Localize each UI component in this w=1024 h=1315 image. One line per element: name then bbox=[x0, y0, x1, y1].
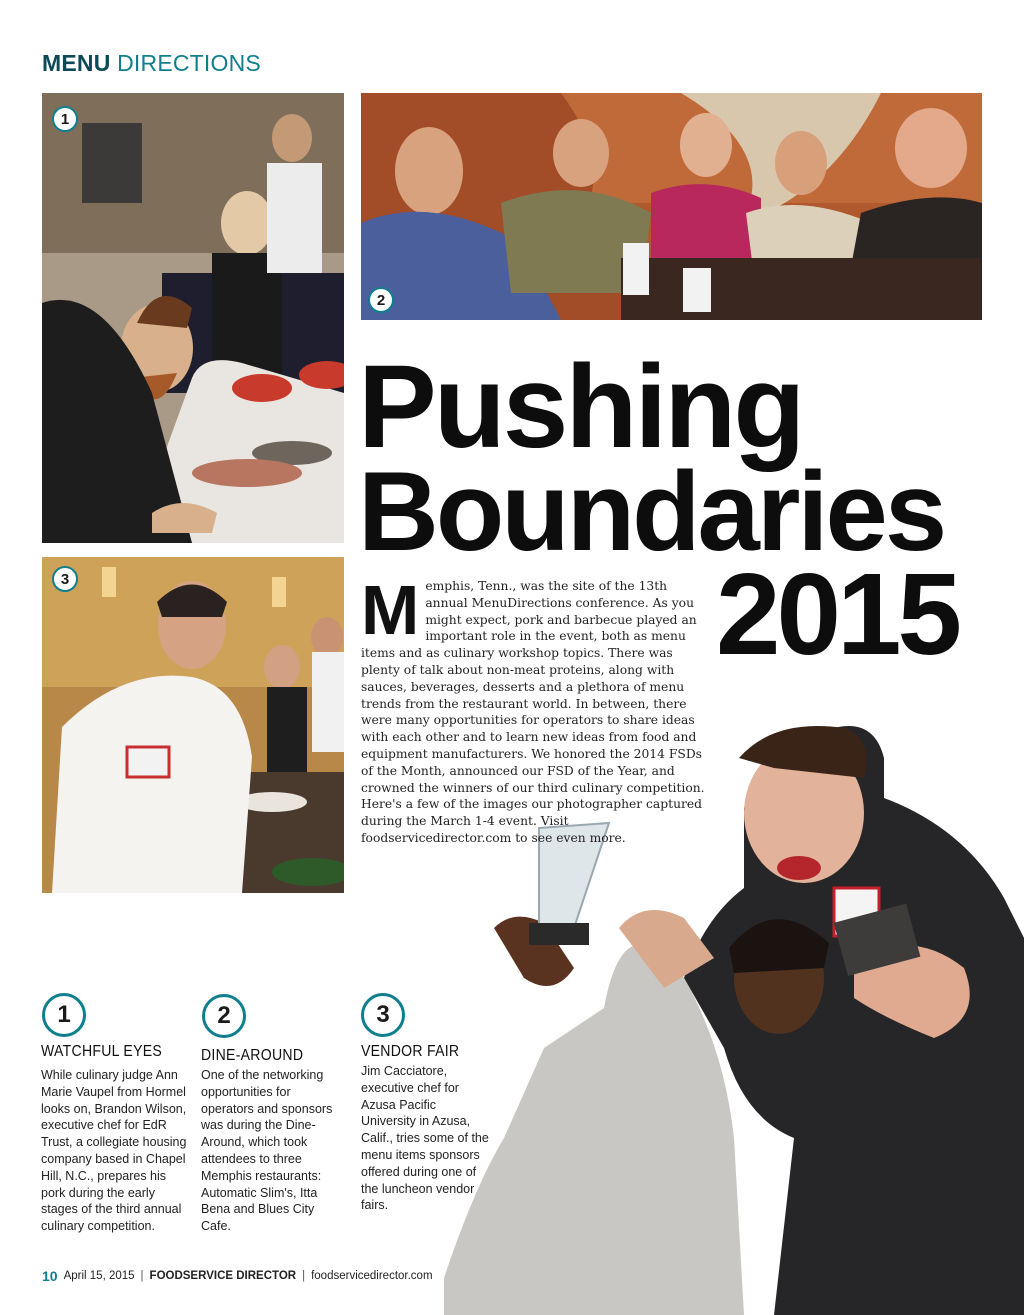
photo-chef-preparing-pork bbox=[42, 93, 344, 543]
caption-body: One of the networking opportunities for operators and sponsors was during the Dine-Around, which took attendees to three Memphis restaurants: Automatic Slim's, Itta Bena and Blues City Cafe. bbox=[201, 1068, 333, 1234]
headline-line-2: Boundaries bbox=[358, 449, 945, 574]
photo-number-badge: 2 bbox=[368, 287, 394, 313]
caption-title: VENDOR FAIR bbox=[361, 1043, 460, 1060]
website-link[interactable]: foodservicedirector.com bbox=[311, 1270, 433, 1282]
magazine-name: FOODSERVICE DIRECTOR bbox=[149, 1270, 297, 1282]
photo-number-badge: 1 bbox=[52, 106, 78, 132]
page-footer bbox=[42, 1268, 433, 1284]
caption-number-badge: 1 bbox=[42, 993, 86, 1037]
caption-number-badge: 2 bbox=[202, 994, 246, 1038]
page-number: 10 bbox=[42, 1268, 58, 1284]
photo-number-badge: 3 bbox=[52, 566, 78, 592]
caption-title: WATCHFUL EYES bbox=[41, 1043, 163, 1060]
caption-body: Jim Cacciatore, executive chef for Azusa Pacific University in Azusa, Calif., tries some of the menu items sponsors offered during one of the luncheon vendor fairs. bbox=[361, 1064, 489, 1213]
intro-text: emphis, Tenn., was the site of the 13th annual MenuDirections conference. As you might expect, pork and barbecue played an important role in the event, both as menu items and as culinary workshop topics. There was plenty of talk about non-meat proteins, along with sauces, beverages, desserts and a plethora of menu trends from the restaurant world. In between, there were many opportunities for operators to share ideas with each other and to learn new ideas from food and equipment manufacturers. We honored the 2014 FSDs of the Month, announced our FSD of the Year, and crowned the winners of our third culinary competition. Here's a few of the images our photographer captured during the March 1-4 event. Visit foodservicedirector.com to see even more. bbox=[361, 579, 705, 845]
headline-year: 2015 bbox=[716, 549, 959, 679]
footer-separator: | bbox=[140, 1270, 144, 1282]
drop-cap: M bbox=[361, 571, 420, 649]
footer-separator: | bbox=[302, 1270, 306, 1282]
issue-date: April 15, 2015 bbox=[63, 1270, 135, 1282]
photo-vendor-fair-chef bbox=[42, 557, 344, 893]
caption-body: While culinary judge Ann Marie Vaupel from Hormel looks on, Brandon Wilson, executive chef for EdR Trust, a collegiate housing company based in Chapel Hill, N.C., prepares his pork during the early stages of the third annual culinary competition. bbox=[41, 1068, 187, 1234]
caption-number-badge: 3 bbox=[361, 993, 405, 1037]
photo-dine-around-group bbox=[361, 93, 982, 320]
intro-paragraph bbox=[361, 571, 706, 847]
caption-title: DINE-AROUND bbox=[201, 1047, 304, 1064]
headline-line-1: Pushing bbox=[358, 341, 803, 473]
section-title: MENU DIRECTIONS bbox=[42, 50, 261, 76]
